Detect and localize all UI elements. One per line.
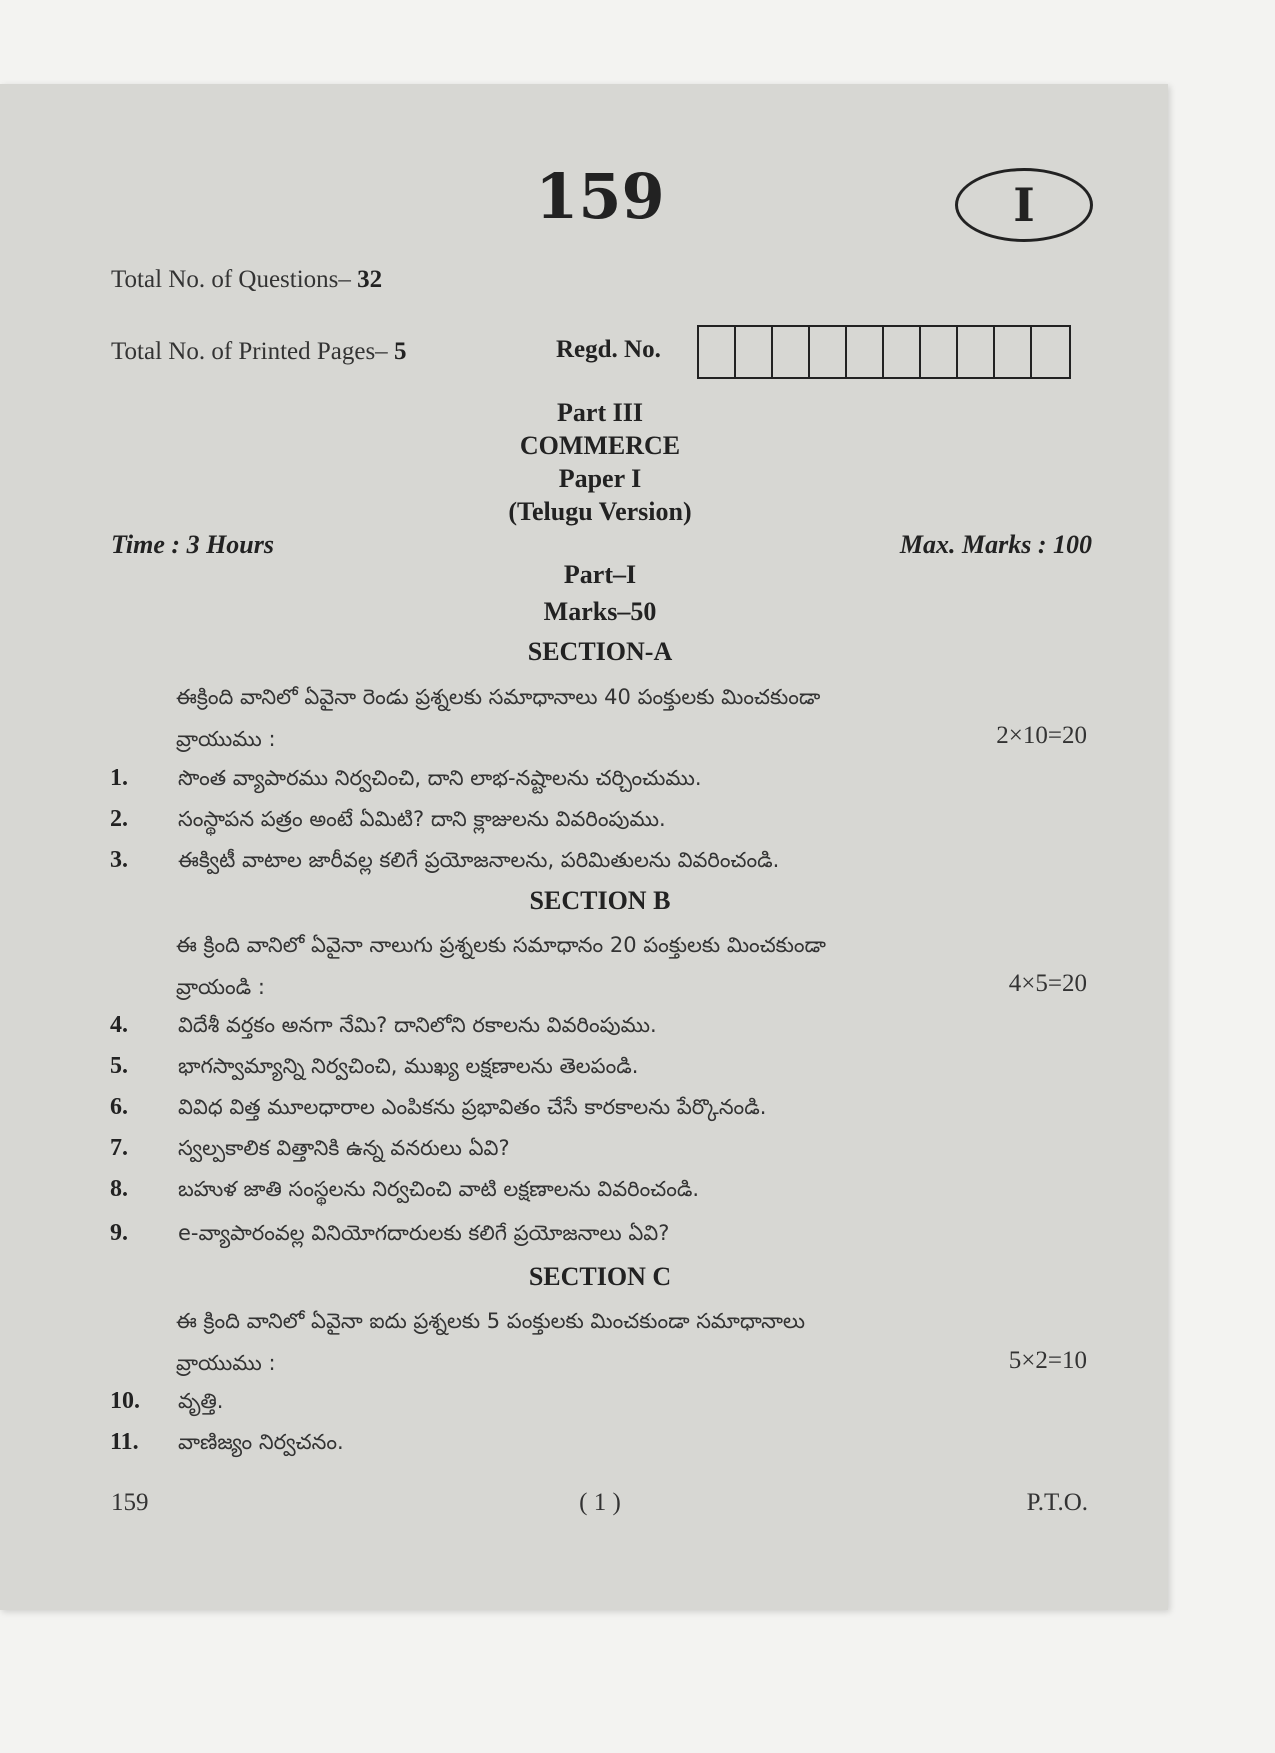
section-c-heading: SECTION C (528, 1262, 672, 1291)
regd-digit-box[interactable] (773, 327, 810, 377)
page-number: ( 1 ) (579, 1489, 621, 1516)
question-number: 6. (110, 1094, 128, 1120)
regd-digit-box[interactable] (1032, 327, 1069, 377)
section-c-instruction-line2: వ్రాయుము : (176, 1351, 276, 1375)
section-c-instruction (176, 1300, 1088, 1384)
question-number: 3. (110, 847, 128, 873)
subject-title: COMMERCE (519, 431, 681, 460)
question-text: ఈక్విటీ వాటాల జారీవల్ల కలిగే ప్రయోజనాలను, పరిమితులను వివరించండి. (178, 848, 780, 872)
total-pages-value: 5 (393, 338, 407, 365)
regd-digit-box[interactable] (736, 327, 773, 377)
set-label: I (1013, 178, 1035, 232)
question-number: 1. (110, 765, 128, 791)
regd-digit-box[interactable] (699, 327, 736, 377)
question-text: వివిధ విత్త మూలధారాల ఎంపికను ప్రభావితం చేసే కారకాలను పేర్కొనండి. (178, 1095, 767, 1119)
paper-code: 159 (535, 160, 665, 233)
section-b-instruction-line2: వ్రాయండి : (176, 975, 265, 999)
section-a-heading: SECTION-A (527, 637, 673, 666)
question-number: 2. (110, 806, 128, 832)
section-b-marks: 4×5=20 (1008, 970, 1087, 997)
part-marks: Marks–50 (543, 597, 657, 626)
total-pages (111, 338, 406, 366)
section-b-instruction (176, 924, 1088, 1008)
question-text: స్వల్పకాలిక విత్తానికి ఉన్న వనరులు ఏవి? (178, 1136, 510, 1160)
question-number: 4. (110, 1012, 128, 1038)
regd-digit-box[interactable] (884, 327, 921, 377)
total-questions-label: Total No. of Questions– (111, 266, 351, 293)
regd-digit-box[interactable] (810, 327, 847, 377)
regd-digit-box[interactable] (921, 327, 958, 377)
regd-digit-box[interactable] (847, 327, 884, 377)
section-a-instruction-line2: వ్రాయుము : (176, 727, 276, 751)
max-marks: Max. Marks : 100 (899, 530, 1092, 559)
time-allowed: Time : 3 Hours (111, 530, 274, 559)
regd-label: Regd. No. (556, 336, 661, 363)
part-title: Part III (557, 398, 643, 427)
question-number: 10. (110, 1388, 140, 1414)
section-a-instruction (176, 676, 1088, 760)
regd-number-boxes[interactable] (697, 325, 1071, 379)
section-a-marks: 2×10=20 (996, 722, 1087, 749)
total-questions (111, 266, 382, 294)
question-text: సంస్థాపన పత్రం అంటే ఏమిటి? దాని క్లాజులను వివరింపుము. (178, 807, 666, 831)
set-badge (955, 168, 1093, 242)
section-a-instruction-line1: ఈక్రింది వానిలో ఏవైనా రెండు ప్రశ్నలకు సమాధానాలు 40 పంక్తులకు మించకుండా (176, 685, 821, 709)
question-number: 9. (110, 1220, 128, 1246)
section-b-instruction-line1: ఈ క్రింది వానిలో ఏవైనా నాలుగు ప్రశ్నలకు సమాధానం 20 పంక్తులకు మించకుండా (176, 933, 826, 957)
question-number: 5. (110, 1053, 128, 1079)
part-label: Part–I (563, 560, 637, 589)
question-number: 7. (110, 1135, 128, 1161)
question-number: 11. (110, 1429, 139, 1455)
version-title: (Telugu Version) (508, 497, 692, 526)
question-text: వాణిజ్యం నిర్వచనం. (178, 1430, 344, 1454)
question-text: సొంత వ్యాపారము నిర్వచించి, దాని లాభ-నష్టాలను చర్చించుము. (178, 766, 702, 790)
section-c-instruction-line1: ఈ క్రింది వానిలో ఏవైనా ఐదు ప్రశ్నలకు 5 పంక్తులకు మించకుండా సమాధానాలు (176, 1309, 806, 1333)
question-text: బహుళ జాతి సంస్థలను నిర్వచించి వాటి లక్షణాలను వివరించండి. (178, 1177, 700, 1201)
question-text: విదేశీ వర్తకం అనగా నేమి? దానిలోని రకాలను వివరింపుము. (178, 1013, 657, 1037)
regd-digit-box[interactable] (995, 327, 1032, 377)
pto-label: P.T.O. (1026, 1489, 1088, 1516)
question-text: వృత్తి. (178, 1389, 224, 1413)
total-pages-label: Total No. of Printed Pages– (111, 338, 388, 365)
footer-code: 159 (111, 1489, 149, 1516)
question-text: భాగస్వామ్యాన్ని నిర్వచించి, ముఖ్య లక్షణాలను తెలపండి. (178, 1054, 639, 1078)
total-questions-value: 32 (357, 266, 383, 293)
regd-digit-box[interactable] (958, 327, 995, 377)
paper-title: Paper I (558, 464, 642, 493)
section-b-heading: SECTION B (529, 886, 671, 915)
question-text: e-వ్యాపారంవల్ల వినియోగదారులకు కలిగే ప్రయోజనాలు ఏవి? (178, 1221, 670, 1245)
section-c-marks: 5×2=10 (1008, 1347, 1087, 1374)
question-number: 8. (110, 1176, 128, 1202)
